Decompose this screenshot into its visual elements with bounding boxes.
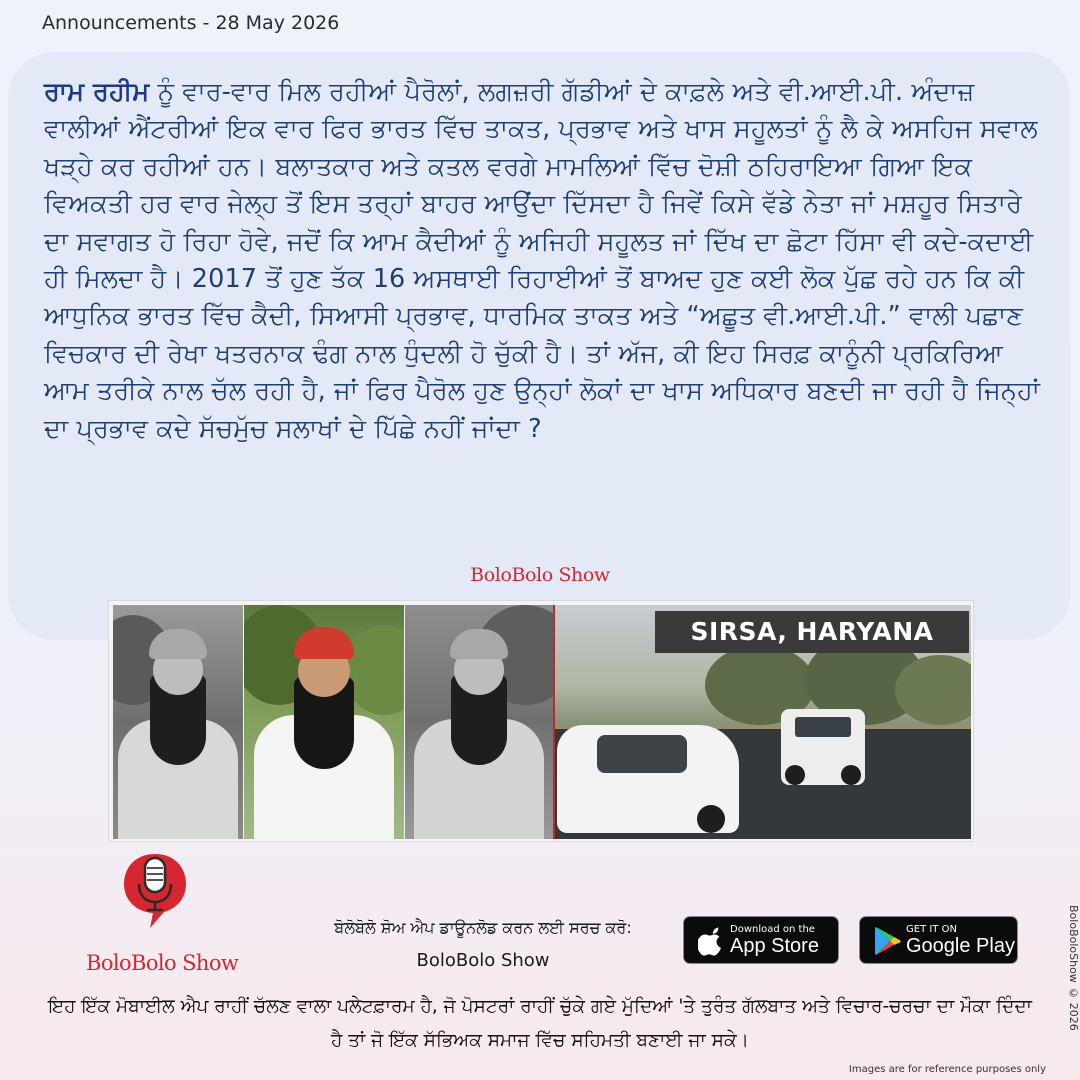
microphone-speech-bubble-icon: [120, 850, 190, 946]
google-play-icon: [874, 926, 902, 956]
google-play-label: Google Play: [906, 935, 1015, 957]
photo-panel-color-center: [244, 605, 404, 839]
app-store-button[interactable]: [683, 916, 839, 964]
suv-vehicle: [781, 709, 865, 785]
app-store-small-label: Download on the: [730, 924, 815, 935]
search-term: BoloBolo Show: [416, 950, 550, 971]
location-tag: SIRSA, HARYANA: [655, 611, 969, 653]
google-play-button[interactable]: [859, 916, 1018, 964]
brand-name: BoloBolo Show: [86, 951, 239, 975]
download-prompt: ਬੋਲੋਬੋਲੋ ਸ਼ੋਅ ਐਪ ਡਾਊਨਲੋਡ ਕਰਨ ਲਈ ਸਰਚ ਕਰੋ:: [334, 918, 632, 937]
platform-description: ਇਹ ਇੱਕ ਮੋਬਾਈਲ ਐਪ ਰਾਹੀਂ ਚੱਲਣ ਵਾਲਾ ਪਲੇਟਫ਼ਾਰਮ ਹੈ, ਜੋ ਪੋਸਟਰਾਂ ਰਾਹੀਂ ਚੁੱਕੇ ਗਏ ਮੁੱਦਿਆਂ 'ਤੇ ਤੁਰੰਤ ਗੱਲਬਾਤ ਅਤੇ ਵਿਚਾਰ-ਚਰਚਾ ਦਾ ਮੌਕਾ ਦਿੰਦਾ ਹੈ ਤਾਂ ਜੋ ਇੱਕ ਸੱਭਿਅਕ ਸਮਾਜ ਵਿੱਚ ਸਹਿਮਤੀ ਬਣਾਈ ਜਾ ਸਕੇ।: [48, 996, 1032, 1051]
article-body: [44, 74, 1044, 448]
photo-panel-convoy: [555, 605, 971, 839]
apple-icon: [698, 926, 726, 956]
photo-panel-greyscale-right: [405, 605, 553, 839]
image-disclaimer: Images are for reference purposes only: [848, 1064, 1046, 1075]
article-text: ਨੂੰ ਵਾਰ-ਵਾਰ ਮਿਲ ਰਹੀਆਂ ਪੈਰੋਲਾਂ, ਲਗਜ਼ਰੀ ਗੱਡੀਆਂ ਦੇ ਕਾਫ਼ਲੇ ਅਤੇ ਵੀ.ਆਈ.ਪੀ. ਅੰਦਾਜ਼ ਵਾਲੀਆਂ ਐਂਟਰੀਆਂ ਇਕ ਵਾਰ ਫਿਰ ਭਾਰਤ ਵਿੱਚ ਤਾਕਤ, ਪ੍ਰਭਾਵ ਅਤੇ ਖਾਸ ਸਹੂਲਤਾਂ ਨੂੰ ਲੈ ਕੇ ਅਸਹਿਜ ਸਵਾਲ ਖੜ੍ਹੇ ਕਰ ਰਹੀਆਂ ਹਨ। ਬਲਾਤਕਾਰ ਅਤੇ ਕਤਲ ਵਰਗੇ ਮਾਮਲਿਆਂ ਵਿੱਚ ਦੋਸ਼ੀ ਠਹਿਰਾਇਆ ਗਿਆ ਇਕ ਵਿਅਕਤੀ ਹਰ ਵਾਰ ਜੇਲ੍ਹ ਤੋਂ ਇਸ ਤਰ੍ਹਾਂ ਬਾਹਰ ਆਉਂਦਾ ਦਿੱਸਦਾ ਹੈ ਜਿਵੇਂ ਕਿਸੇ ਵੱਡੇ ਨੇਤਾ ਜਾਂ ਮਸ਼ਹੂਰ ਸਿਤਾਰੇ ਦਾ ਸਵਾਗਤ ਹੋ ਰਿਹਾ ਹੋਵੇ, ਜਦੋਂ ਕਿ ਆਮ ਕੈਦੀਆਂ ਨੂੰ ਅਜਿਹੀ ਸਹੂਲਤ ਜਾਂ ਦਿੱਖ ਦਾ ਛੋਟਾ ਹਿੱਸਾ ਵੀ ਕਦੇ-ਕਦਾਈ ਹੀ ਮਿਲਦਾ ਹੈ। 2017 ਤੋਂ ਹੁਣ ਤੱਕ 16 ਅਸਥਾਈ ਰਿਹਾਈਆਂ ਤੋਂ ਬਾਅਦ ਹੁਣ ਕਈ ਲੋਕ ਪੁੱਛ ਰਹੇ ਹਨ ਕਿ ਕੀ ਆਧੁਨਿਕ ਭਾਰਤ ਵਿੱਚ ਕੈਦੀ, ਸਿਆਸੀ ਪ੍ਰਭਾਵ, ਧਾਰਮਿਕ ਤਾਕਤ ਅਤੇ “ਅਛੂਤ ਵੀ.ਆਈ.ਪੀ.” ਵਾਲੀ ਪਛਾਣ ਵਿਚਕਾਰ ਦੀ ਰੇਖਾ ਖਤਰਨਾਕ ਢੰਗ ਨਾਲ ਧੁੰਦਲੀ ਹੋ ਚੁੱਕੀ ਹੈ। ਤਾਂ ਅੱਜ, ਕੀ ਇਹ ਸਿਰਫ਼ ਕਾਨੂੰਨੀ ਪ੍ਰਕਿਰਿਆ ਆਮ ਤਰੀਕੇ ਨਾਲ ਚੱਲ ਰਹੀ ਹੈ, ਜਾਂ ਫਿਰ ਪੈਰੋਲ ਹੁਣ ਉਨ੍ਹਾਂ ਲੋਕਾਂ ਦਾ ਖਾਸ ਅਧਿਕਾਰ ਬਣਦੀ ਜਾ ਰਹੀ ਹੈ ਜਿਨ੍ਹਾਂ ਦਾ ਪ੍ਰਭਾਵ ਕਦੇ ਸੱਚਮੁੱਚ ਸਲਾਖਾਂ ਦੇ ਪਿੱਛੇ ਨਹੀਂ ਜਾਂਦਾ ?: [44, 77, 1040, 444]
white-car: [557, 725, 739, 833]
google-play-small-label: GET IT ON: [906, 924, 957, 935]
brand-watermark: BoloBolo Show: [470, 564, 610, 586]
article-lead: ਰਾਮ ਰਹੀਮ: [44, 77, 150, 107]
announcement-date: Announcements - 28 May 2026: [42, 12, 340, 34]
copyright-notice: BoloBoloShow © 2026: [1067, 905, 1080, 1031]
news-photo-collage: [108, 600, 974, 842]
app-store-label: App Store: [730, 935, 819, 957]
photo-panel-greyscale-left: [113, 605, 243, 839]
